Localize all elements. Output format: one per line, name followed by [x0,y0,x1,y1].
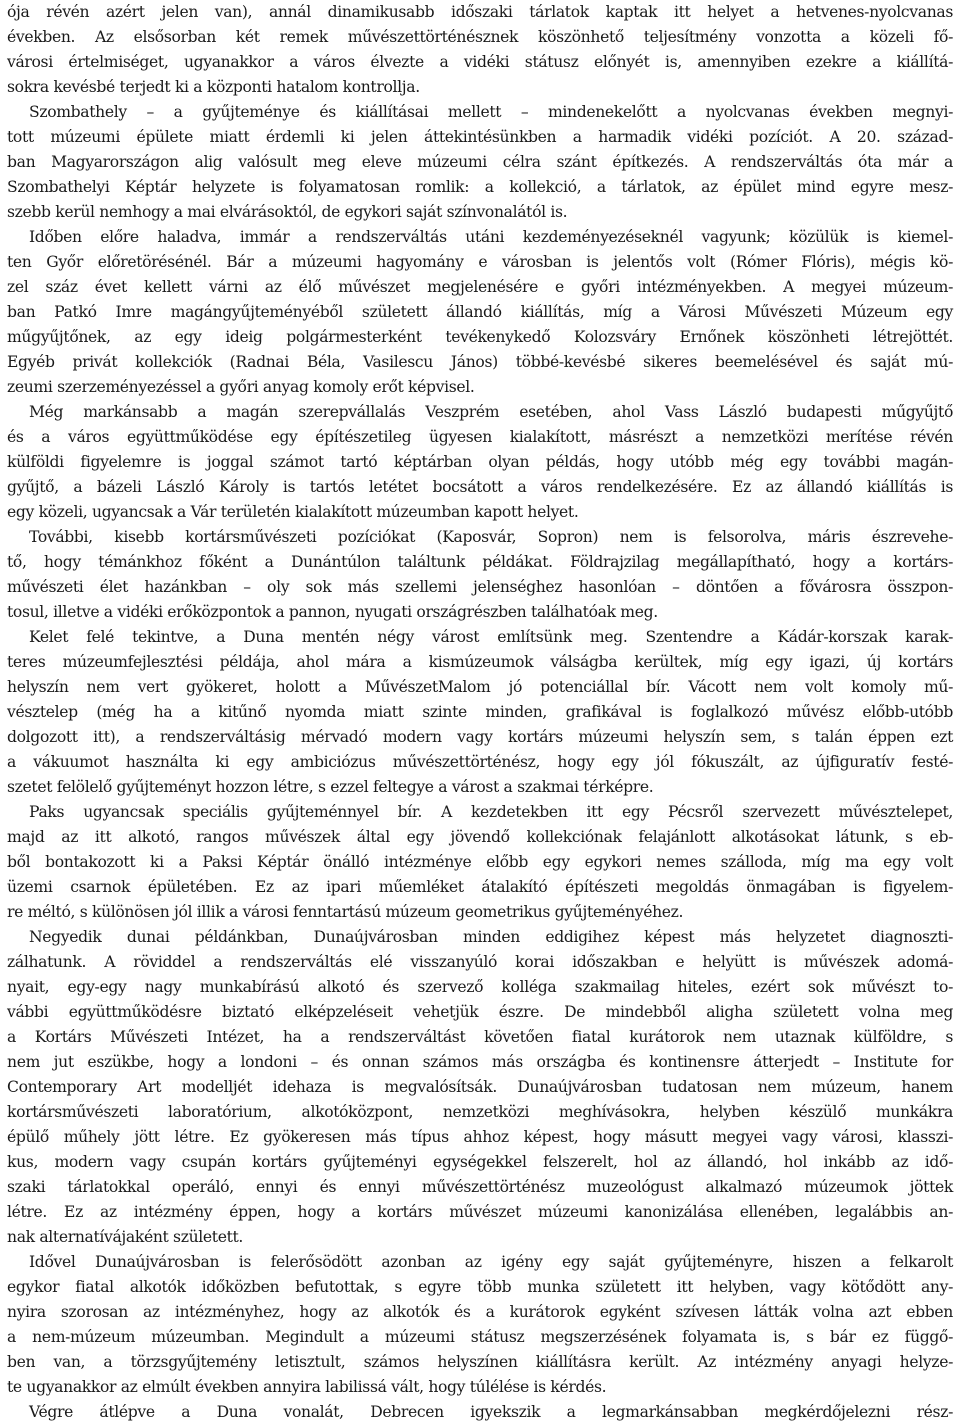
text-line: létre. Ez az intézmény éppen, hogy a kortárs művészet múzeumi kanonizálása ellenében, legalábbis an- [7,1203,953,1221]
text-line: vésztelep (még ha a kitűnő nyomda miatt szinte minden, grafikával is foglalkozó művész előbb-utóbb [7,703,953,721]
text-line: években. Az elsősorban két remek művészettörténésznek köszönhető teljesítmény vonzotta a közeli fő- [7,28,953,46]
text-line: a nem-múzeum múzeumban. Megindult a múzeumi státusz megszerzésének folyamata is, s bár ez függő- [7,1328,953,1346]
text-line: zel száz évet kellett várni az élő művészet megjelenésére e győri intézményekben. A megyei múzeum- [7,278,953,296]
text-line: ója révén azért jelen van), annál dinamikusabb időszaki tárlatok kaptak itt helyet a hetvenes-nyolcvanas [7,3,953,21]
text-line: kus, modern vagy csupán kortárs gyűjteményi egységekkel felszerelt, hol az állandó, hol inkább az idő- [7,1153,953,1171]
text-line: ban Patkó Imre magángyűjteményéből született állandó kiállítás, míg a Városi Művészeti Múzeum egy [7,303,953,321]
text-line: Egyéb privát kollekciók (Radnai Béla, Vasilescu János) többé-kevésbé sikeres beemelésével és saját mú- [7,353,953,371]
text-line: helyszín nem vert gyökeret, holott a MűvészetMalom jó potenciállal bír. Vácott nem volt komoly mű- [7,678,953,696]
text-line: szebb kerül nemhogy a mai elvárásoktól, de egykori saját színvonalától is. [7,203,568,221]
text-line: Contemporary Art modelljét idehaza is megvalósítsák. Dunaújvárosban tudatosan nem múzeum, hanem [7,1078,953,1096]
paragraph-first-line: További, kisebb kortársművészeti pozíciókat (Kaposvár, Sopron) nem is felsorolva, máris észrevehe- [29,528,953,546]
text-line: tott múzeumi épülete miatt érdemli ki jelen áttekintésünkben a harmadik vidéki pozíciót. A 20. század- [7,128,953,146]
text-line: szetet felölelő gyűjteményt hozzon létre, s ezzel feltegye a várost a szakmai térképre. [7,778,654,796]
text-line: tosul, illetve a vidéki erőközpontok a pannon, nyugati országrészben találhatóak meg. [7,603,658,621]
text-line: üzemi csarnok épületében. Ez az ipari műemléket átalakító építészeti megoldás önmagában is figyelem- [7,878,953,896]
text-line: nak alternatívájaként született. [7,1228,244,1246]
paragraph-first-line: Szombathely – a gyűjteménye és kiállításai mellett – mindenekelőtt a nyolcvanas években megnyi- [29,103,953,121]
paragraph-first-line: Még markánsabb a magán szerepvállalás Veszprém esetében, ahol Vass László budapesti műgyűjtő [29,403,953,421]
text-line: egy közeli, ugyancsak a Vár területén kialakított múzeumban kapott helyet. [7,503,579,521]
paragraph-first-line: Végre átlépve a Duna vonalát, Debrecen igyekszik a legmarkánsabban megkérdőjelezni rész- [29,1403,953,1421]
text-line: gyűjtő, a bázeli László Károly is tartós letétet bocsátott a város rendelkezésére. Ez az állandó kiállítás is [7,478,953,496]
text-line: külföldi figyelemre is joggal számot tartó képtárban olyan példás, hogy utóbb még egy további magán- [7,453,953,471]
text-line: majd az itt alkotó, rangos művészek által egy jövendő kollekciónak felajánlott alkotásokat látunk, s eb- [7,828,953,846]
text-line: egykor fiatal alkotók időközben befutottak, s egyre több munka született itt helyben, vagy kötődött any- [7,1278,953,1296]
text-line: dolgozott itt), a rendszerváltásig mérvadó modern vagy kortárs múzeumi helyszín sem, s talán éppen ezt [7,728,953,746]
paragraph-first-line: Paks ugyancsak speciális gyűjteménnyel bír. A kezdetekben itt egy Pécsről szervezett művésztelepet, [29,803,953,821]
text-line: ben van, a törzsgyűjtemény letisztult, számos helyszínen kiállításra került. Az intézmény anyagi helyze- [7,1353,953,1371]
text-line: re méltó, s különösen jól illik a városi fenntartású múzeum geometrikus gyűjteményéhez. [7,903,684,921]
text-line: tő, hogy témánkhoz főként a Dunántúlon találtunk példákat. Földrajzilag megállapítható, hogy a kortárs- [7,553,953,571]
text-line: ten Győr előretörésénél. Bár a múzeumi hagyomány e városban is jelentős volt (Rómer Flóris), mégis kö- [7,253,953,271]
text-line: épülő műhely jött létre. Ez gyökeresen más típus ahhoz képest, hogy másutt megyei vagy városi, klasszi- [7,1128,953,1146]
text-line: nyira szorosan az intézményhez, hogy az alkotók és a kurátorok egyként szívesen látták volna azt ebben [7,1303,953,1321]
text-line: zeumi szerzeményezéssel a győri anyag komoly erőt képvisel. [7,378,475,396]
text-line: műgyűjtőnek, az egy ideig polgármesterként tevékenykedő Kolozsváry Ernőnek köszönheti létrejöttét. [7,328,953,346]
text-line: nyait, egy-egy nagy munkabírású alkotó és szervező kollégа szakmailag hiteles, ezért sok művészt to- [7,978,953,996]
text-line: teres múzeumfejlesztési példája, ahol mára a kismúzeumok válságba kerültek, míg egy igazi, új kortárs [7,653,953,671]
text-line: a vákuumot használta ki egy ambiciózus művészettörténész, hogy egy jól fókuszált, az újfiguratív festé- [7,753,953,771]
text-line: sokra kevésbé terjedt ki a központi hatalom kontrollja. [7,78,420,96]
text-line: zálhatunk. A röviddel a rendszerváltás elé visszanyúló korai időszakban e helyütt is művészek adomá- [7,953,953,971]
text-line: városi értelmiséget, ugyanakkor a város élvezte a vidéki státusz előnyét is, amennyiben ezekre a kiállítá- [7,53,953,71]
text-line: ban Magyarországon alig valósult meg eleve múzeumi célra szánt építkezés. A rendszerváltás óta már a [7,153,953,171]
text-line: művészeti élet hazánkban – oly sok más szellemi jelenséghez hasonlóan – döntően a fővárosra összpon- [7,578,953,596]
text-line: szaki tárlatokkal operáló, ennyi és ennyi művészettörténész muzeológust alkalmazó múzeumok jöttek [7,1178,953,1196]
text-line: és a város együttműködése egy építészetileg ügyesen kialakított, másrészt a nemzetközi merítése révén [7,428,953,446]
paragraph-first-line: Kelet felé tekintve, a Duna mentén négy várost említsünk meg. Szentendre a Kádár-korszak karak- [29,628,953,646]
paragraph-first-line: Időben előre haladva, immár a rendszerváltás utáni kezdeményezéseknél vagyunk; közülük is kiemel- [29,228,953,246]
paragraph-first-line: Negyedik dunai példánkban, Dunaújvárosban minden eddigihez képest más helyzetet diagnoszti- [29,928,953,946]
text-line: nem jut eszükbe, hogy a londoni – és onnan számos más országba és kontinensre átterjedt – Institute for [7,1053,953,1071]
text-line: kortársművészeti laboratórium, alkotóközpont, nemzetközi meghívásokra, helyben készülő munkákra [7,1103,953,1121]
text-line: ből bontakozott ki a Paksi Képtár önálló intézménye előbb egy egykori nemes szálloda, míg ma egy volt [7,853,953,871]
paragraph-first-line: Idővel Dunaújvárosban is felerősödött azonban az igény egy saját gyűjteményre, hiszen a felkarolt [29,1253,953,1271]
text-line: te ugyanakkor az elmúlt években annyira labilissá vált, hogy túlélése is kérdés. [7,1378,607,1396]
text-line: Szombathelyi Képtár helyzete is folyamatosan romlik: a kollekció, a tárlatok, az épület mind egyre mesz- [7,178,953,196]
text-line: vábbi együttműködésre biztató elképzeléseit vehetjük észre. De mindebből aligha született volna meg [7,1003,953,1021]
text-line: a Kortárs Művészeti Intézet, ha a rendszerváltást követően fiatal kurátorok nem utaznak külföldre, s [7,1028,953,1046]
